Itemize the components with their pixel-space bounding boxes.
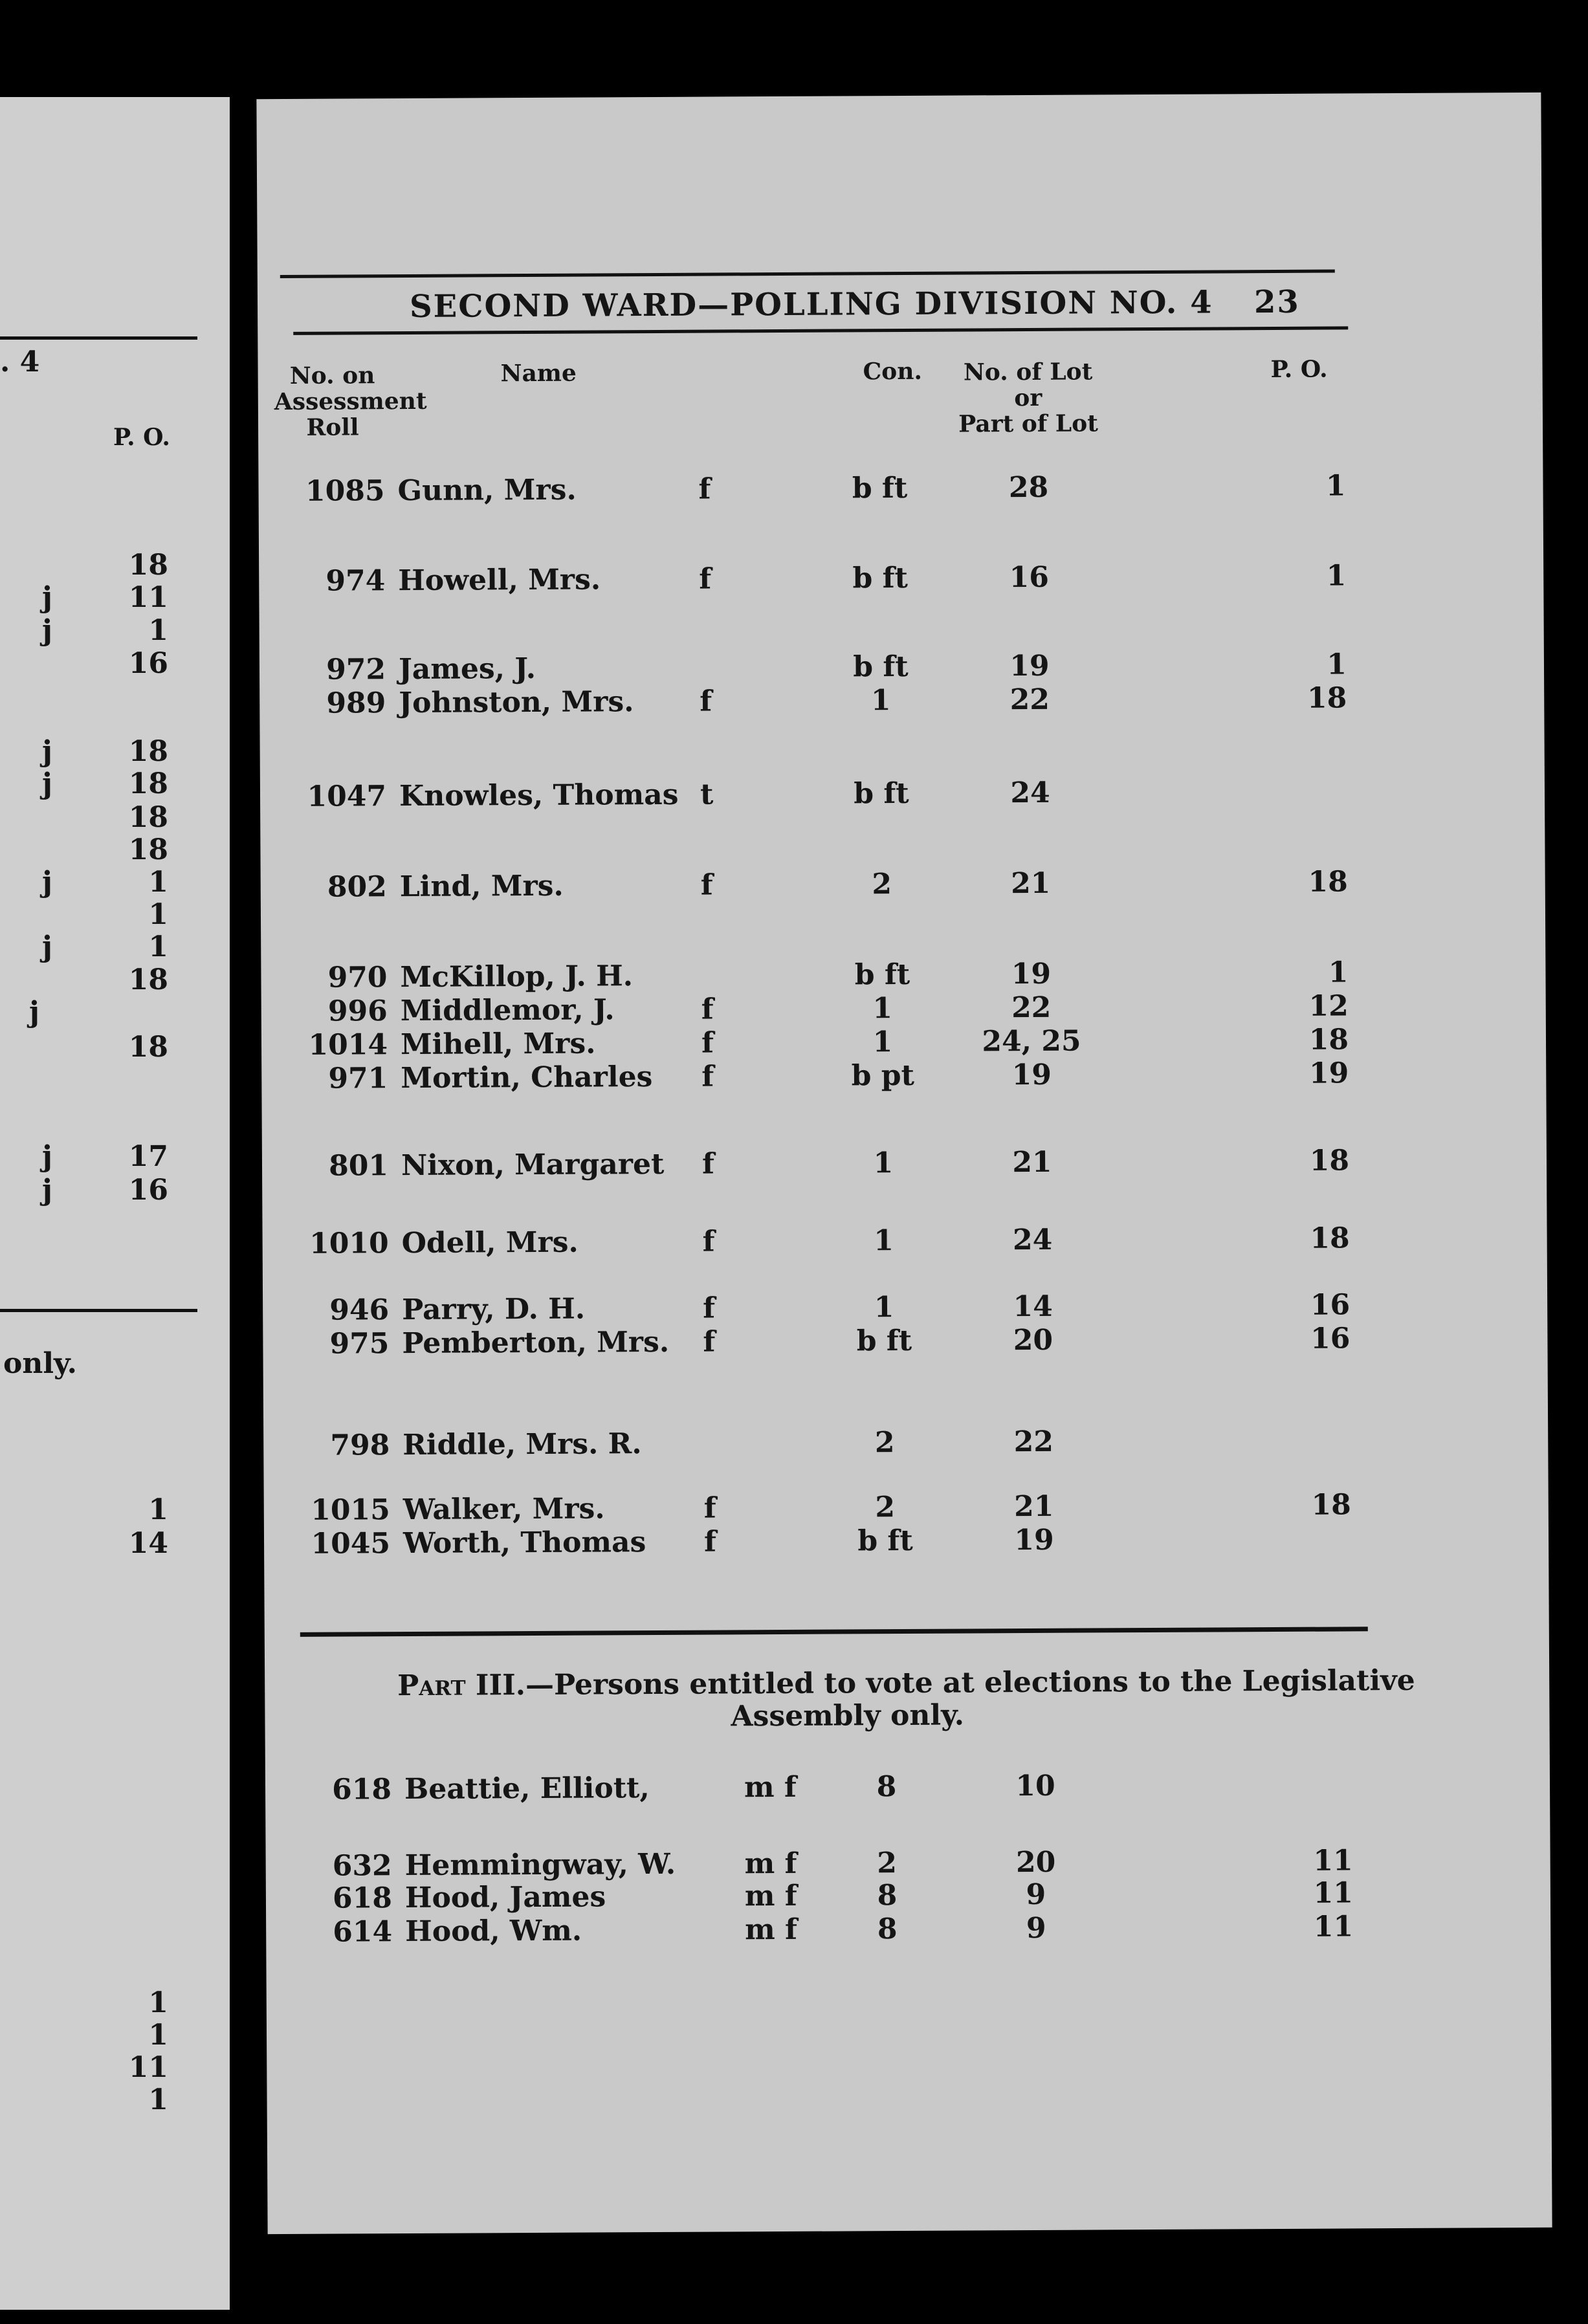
roll-number: 1047 — [307, 780, 387, 813]
header-lot: No. of Lot or Part of Lot — [958, 358, 1098, 438]
lot-number: 21 — [1010, 866, 1051, 901]
qualification: t — [700, 778, 714, 811]
concession: b ft — [857, 1524, 913, 1558]
post-office: 12 — [1308, 989, 1349, 1023]
left-entry-po: 18 — [128, 767, 168, 800]
lot-number: 22 — [1011, 991, 1052, 1025]
post-office: 1 — [1326, 559, 1347, 593]
qualification: f — [698, 472, 711, 506]
voter-name: James, J. — [398, 652, 536, 686]
concession: 2 — [872, 868, 892, 901]
voter-name: Beattie, Elliott, — [404, 1771, 650, 1806]
voter-name: Knowles, Thomas — [399, 778, 679, 813]
roll-number: 1085 — [305, 474, 385, 508]
roll-number: 614 — [333, 1915, 393, 1949]
left-entry-mark: j — [42, 614, 52, 647]
concession: 1 — [873, 1146, 894, 1180]
concession: 2 — [877, 1847, 898, 1880]
voter-name: Gunn, Mrs. — [397, 473, 577, 508]
left-entry-po: 1 — [148, 1493, 168, 1526]
voter-name: Parry, D. H. — [402, 1292, 586, 1327]
concession: 8 — [876, 1770, 897, 1804]
lot-number: 20 — [1013, 1323, 1053, 1357]
concession: b ft — [854, 958, 910, 992]
qualification: f — [703, 1325, 716, 1359]
left-entry-po: 1 — [148, 2019, 168, 2052]
qualification: f — [701, 1147, 715, 1181]
left-entry-mark: j — [42, 581, 52, 614]
left-entry-po: 18 — [128, 1031, 168, 1064]
roll-number: 971 — [328, 1062, 388, 1095]
voter-name: Pemberton, Mrs. — [402, 1325, 670, 1361]
qualification: f — [703, 1291, 716, 1325]
lot-number: 28 — [1008, 470, 1049, 505]
concession: b pt — [851, 1058, 915, 1093]
lot-number: 21 — [1014, 1489, 1054, 1524]
left-entry-mark: j — [42, 1140, 52, 1173]
roll-number: 1045 — [311, 1527, 391, 1561]
voter-name: Middlemor, J. — [400, 993, 615, 1028]
left-entry-po: 18 — [128, 833, 168, 866]
qualification: f — [700, 685, 712, 718]
lot-number: 10 — [1015, 1769, 1055, 1803]
lot-number: 22 — [1009, 683, 1050, 717]
left-entry-po: 18 — [128, 549, 168, 582]
roll-number: 802 — [327, 870, 387, 904]
roll-number: 1014 — [308, 1028, 388, 1062]
roll-number: 801 — [329, 1149, 389, 1183]
header-po: P. O. — [1270, 355, 1328, 384]
concession: 1 — [870, 684, 891, 718]
left-entry-po: 16 — [128, 1174, 168, 1207]
qualification: f — [703, 1491, 716, 1525]
lot-number: 19 — [1011, 1058, 1052, 1092]
left-top-rule — [0, 336, 197, 340]
roll-number: 946 — [329, 1293, 390, 1327]
post-office: 1 — [1325, 469, 1346, 503]
lot-number: 16 — [1009, 560, 1050, 595]
lot-number: 19 — [1009, 649, 1050, 683]
title-top-rule — [280, 269, 1335, 278]
lot-number: 22 — [1013, 1425, 1053, 1459]
left-entry-po: 1 — [148, 930, 168, 963]
qualification: m f — [744, 1879, 797, 1913]
left-entry-mark: j — [42, 1174, 52, 1207]
voter-name: Lind, Mrs. — [399, 869, 564, 904]
roll-number: 972 — [326, 653, 386, 686]
left-only-text: only. — [3, 1347, 77, 1380]
post-office: 16 — [1310, 1288, 1351, 1322]
left-entry-po: 1 — [148, 898, 168, 931]
post-office: 18 — [1309, 1144, 1350, 1178]
concession: 8 — [877, 1913, 898, 1946]
concession: b ft — [854, 776, 909, 811]
roll-number: 618 — [332, 1773, 392, 1806]
post-office: 11 — [1313, 1844, 1353, 1878]
lot-number: 24 — [1012, 1223, 1053, 1257]
voter-name: Mortin, Charles — [401, 1060, 653, 1095]
post-office: 11 — [1313, 1910, 1354, 1944]
left-entry-po: 11 — [128, 2051, 168, 2084]
post-office: 18 — [1310, 1222, 1350, 1255]
left-bottom-rule — [0, 1309, 197, 1312]
concession: 1 — [874, 1224, 894, 1258]
roll-number: 974 — [325, 564, 386, 598]
title-bottom-rule — [293, 326, 1348, 335]
qualification: f — [701, 992, 714, 1026]
voter-name: Riddle, Mrs. R. — [403, 1427, 642, 1462]
part3-title-rest: —Persons entitled to vote at elections to the Legislative — [525, 1663, 1415, 1702]
roll-number: 618 — [332, 1881, 393, 1915]
concession: 2 — [874, 1426, 895, 1460]
qualification: m f — [744, 1847, 797, 1881]
post-office: 1 — [1328, 956, 1349, 989]
left-division-fragment: . 4 — [0, 345, 40, 378]
voter-name: Hood, James — [404, 1880, 606, 1915]
left-entry-mark: j — [42, 930, 52, 963]
part3-rule — [300, 1627, 1368, 1637]
qualification: m f — [744, 1770, 797, 1804]
left-page-fragment — [0, 97, 230, 2310]
lot-number: 14 — [1013, 1289, 1053, 1324]
lot-number: 9 — [1026, 1911, 1046, 1946]
post-office: 1 — [1327, 648, 1347, 681]
page-number: 23 — [1253, 283, 1300, 321]
post-office: 11 — [1313, 1876, 1354, 1910]
left-entry-mark: j — [42, 767, 52, 800]
left-entry-po: 16 — [128, 647, 168, 680]
left-entry-po: 18 — [128, 801, 168, 834]
part3-title-line2: Assembly only. — [731, 1698, 965, 1733]
concession: b ft — [853, 650, 909, 684]
concession: b ft — [852, 561, 909, 595]
qualification: f — [700, 868, 713, 902]
voter-name: Johnston, Mrs. — [399, 685, 634, 720]
part3-title — [397, 1663, 1415, 1703]
post-office — [1274, 1524, 1351, 1525]
lot-number: 24, 25 — [982, 1024, 1081, 1058]
page-title: SECOND WARD—POLLING DIVISION NO. 4 — [409, 284, 1213, 325]
left-entry-mark: j — [42, 735, 52, 768]
roll-number: 989 — [326, 686, 386, 720]
left-entry-po: 18 — [128, 735, 168, 768]
qualification: f — [701, 1060, 714, 1093]
voter-name: Worth, Thomas — [403, 1526, 646, 1561]
post-office — [1270, 777, 1347, 778]
concession: b ft — [856, 1324, 912, 1358]
left-entry-po: 18 — [128, 963, 168, 996]
lot-number: 21 — [1012, 1145, 1052, 1179]
header-name: Name — [500, 359, 577, 388]
roll-number: 996 — [327, 994, 388, 1028]
concession: 8 — [877, 1879, 898, 1913]
left-entry-po: 1 — [148, 866, 168, 899]
voter-name: Hood, Wm. — [405, 1914, 582, 1949]
header-no-on-roll: No. on Assessment Roll — [274, 362, 427, 441]
post-office: 16 — [1310, 1322, 1351, 1355]
post-office — [1273, 1426, 1351, 1427]
left-entry-po: 17 — [128, 1140, 168, 1173]
left-po-header: P. O. — [113, 424, 170, 451]
qualification: f — [702, 1225, 715, 1258]
left-entry-po: 14 — [128, 1527, 168, 1560]
main-page — [256, 93, 1552, 2234]
concession: 1 — [872, 1025, 893, 1059]
left-entry-mark: j — [29, 996, 39, 1029]
voter-name: Odell, Mrs. — [401, 1225, 579, 1260]
part3-title-part: Part III. — [397, 1669, 526, 1703]
left-entry-po: 1 — [148, 1986, 168, 2019]
voter-name: Nixon, Margaret — [401, 1147, 665, 1183]
concession: 2 — [875, 1491, 896, 1524]
lot-number: 20 — [1015, 1845, 1056, 1880]
post-office — [1275, 1770, 1352, 1771]
roll-number: 970 — [327, 961, 388, 994]
voter-name: Walker, Mrs. — [403, 1492, 605, 1527]
qualification: f — [701, 1026, 714, 1060]
qualification: f — [699, 562, 712, 596]
lot-number: 24 — [1010, 776, 1050, 810]
voter-name: Howell, Mrs. — [398, 563, 601, 598]
roll-number: 975 — [329, 1327, 390, 1361]
concession: b ft — [852, 471, 908, 505]
qualification: f — [703, 1525, 717, 1559]
header-con: Con. — [863, 357, 923, 386]
lot-number: 19 — [1011, 957, 1052, 991]
roll-number: 1010 — [309, 1227, 389, 1260]
post-office: 18 — [1307, 681, 1347, 715]
left-entry-po: 11 — [128, 581, 168, 614]
lot-number: 9 — [1026, 1878, 1046, 1912]
left-entry-mark: j — [42, 866, 52, 899]
qualification: m f — [745, 1913, 798, 1947]
voter-name: Hemmingway, W. — [404, 1847, 676, 1883]
post-office: 19 — [1308, 1057, 1349, 1090]
lot-number: 19 — [1014, 1523, 1054, 1557]
voter-name: Mihell, Mrs. — [400, 1027, 596, 1062]
roll-number: 1015 — [311, 1493, 390, 1527]
roll-number: 632 — [332, 1849, 392, 1883]
concession: 1 — [874, 1291, 894, 1324]
post-office: 18 — [1308, 1023, 1349, 1057]
left-entry-po: 1 — [148, 614, 168, 647]
left-entry-po: 1 — [148, 2083, 168, 2116]
post-office: 18 — [1308, 865, 1348, 899]
concession: 1 — [872, 992, 893, 1025]
roll-number: 798 — [330, 1429, 390, 1462]
post-office: 18 — [1311, 1488, 1351, 1522]
voter-name: McKillop, J. H. — [400, 959, 634, 994]
